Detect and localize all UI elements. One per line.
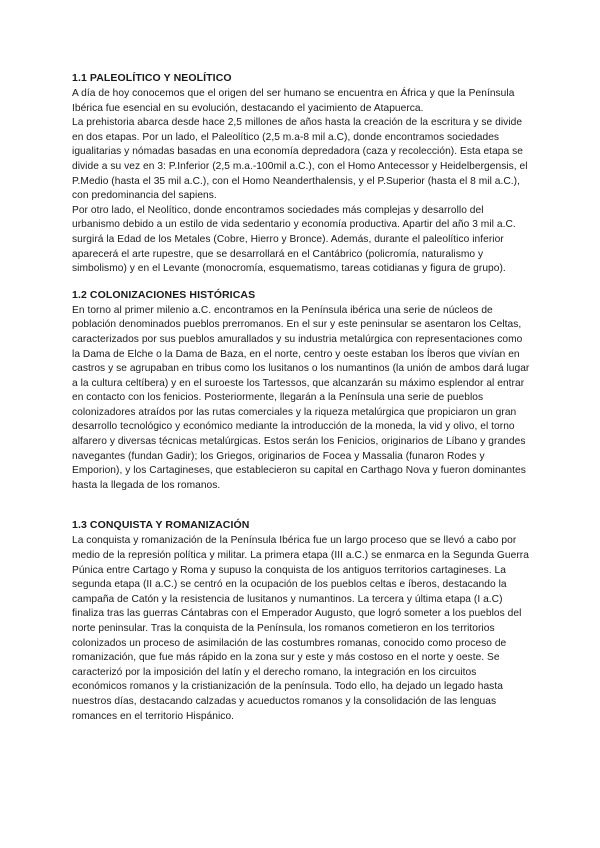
section-conquista-romanizacion [72,519,532,724]
section-paragraph: Por otro lado, el Neolítico, donde encontramos sociedades más complejas y desarrollo del urbanismo debido a un estilo de vida sedentario y economía productiva. Apartir del año 3 mil a.C. surgirá la Edad de los Metales (Cobre, Hierro y Bronce). Además, durante el paleolítico inferior aparecerá el arte rupestre, que se desarrollará en el Cantábrico (policromía, naturalismo y simbolismo) y en el Levante (monocromía, esquematismo, tareas cotidianas y figura de grupo). [72,204,516,275]
section-heading: 1.1 PALEOLÍTICO Y NEOLÍTICO [72,72,232,84]
section-paragraph: La prehistoria abarca desde hace 2,5 millones de años hasta la creación de la escritura y se divide en dos etapas. Por un lado, el Paleolítico (2,5 m.a-8 mil a.C), donde encontramos sociedades igualitarias y nómadas basadas en una economía depredadora (caza y recolección). Esta etapa se divide a su vez en 3: P.Inferior (2,5 m.a.-100mil a.C.), con el Homo Antecessor y Heidelbergensis, el P.Medio (hasta el 35 mil a.C.), con el Homo Neanderthalensis, y el P.Superior (hasta el 8 mil a.C.), con predominancia del sapiens. [72,117,528,202]
section-paragraph: En torno al primer milenio a.C. encontramos en la Península ibérica una serie de núcleos de población denominados pueblos prerromanos. En el sur y este peninsular se asentaron los Celtas, caracterizados por sus pueblos amurallados y su industria metalúrgica con representaciones como la Dama de Elche o la Dama de Baza, en el norte, centro y oeste estaban los Íberos que vivían en castros y se agrupaban en tribus como los lusitanos o los numantinos (la unión de ambos dará lugar a la cultura celtíbera) y en el suroeste los Tartessos, que alcanzarán su máximo esplendor al entrar en contacto con los fenicios. Posteriormente, llegarán a la Península una serie de pueblos colonizadores atraídos por las rutas comerciales y la riqueza metalúrgica que propiciaron un gran desarrollo tecnológico y económico mediante la introducción de la moneda, la vid y olivo, el torno alfarero y diversas técnicas metalúrgicas. Estos serán los Fenicios, originarios de Líbano y grandes navegantes (fundan Gadir); los Griegos, originarios de Focea y Massalia (funaron Rodes y Emporion), y los Cartagineses, que establecieron su capital en Carthago Nova y fueron dominantes hasta la llegada de los romanos. [72,304,530,491]
document-page [72,72,532,724]
section-heading: 1.3 CONQUISTA Y ROMANIZACIÓN [72,519,250,532]
section-heading: 1.2 COLONIZACIONES HISTÓRICAS [72,288,256,301]
section-paragraph: A día de hoy conocemos que el origen del ser humano se encuentra en África y que la Península Ibérica fue esencial en su evolución, destacando el yacimiento de Atapuerca. [72,88,515,114]
section-paragraph: La conquista y romanización de la Península Ibérica fue un largo proceso que se llevó a cabo por medio de la represión política y militar. La primera etapa (III a.C.) se enmarca en la Segunda Guerra Púnica entre Cartago y Roma y supuso la conquista de los antiguos territorios cartagineses. La segunda etapa (II a.C.) se centró en la ocupación de los pueblos celtas e íberos, destacando la campaña de Catón y la resistencia de lusitanos y numantinos. La tercera y última etapa (I a.C) finaliza tras las guerras Cántabras con el Emperador Augusto, que logró someter a los pueblos del norte peninsular. Tras la conquista de la Península, los romanos cometieron en los territorios colonizados un proceso de asimilación de las costumbres romanas, conocido como proceso de romanización, que fue más rápido en la zona sur y este y más costoso en el norte y oeste. Se caracterizó por la imposición del latín y el derecho romano, la integración en los circuitos económicos romanos y la cristianización de la península. Todo ello, ha dejado un legado hasta nuestros días, destacando calzadas y acueductos romanos y la consolidación de las lenguas romances en el territorio Hispánico. [72,535,529,722]
section-colonizaciones-historicas [72,289,532,494]
section-paleolitico-neolitico [72,72,532,277]
